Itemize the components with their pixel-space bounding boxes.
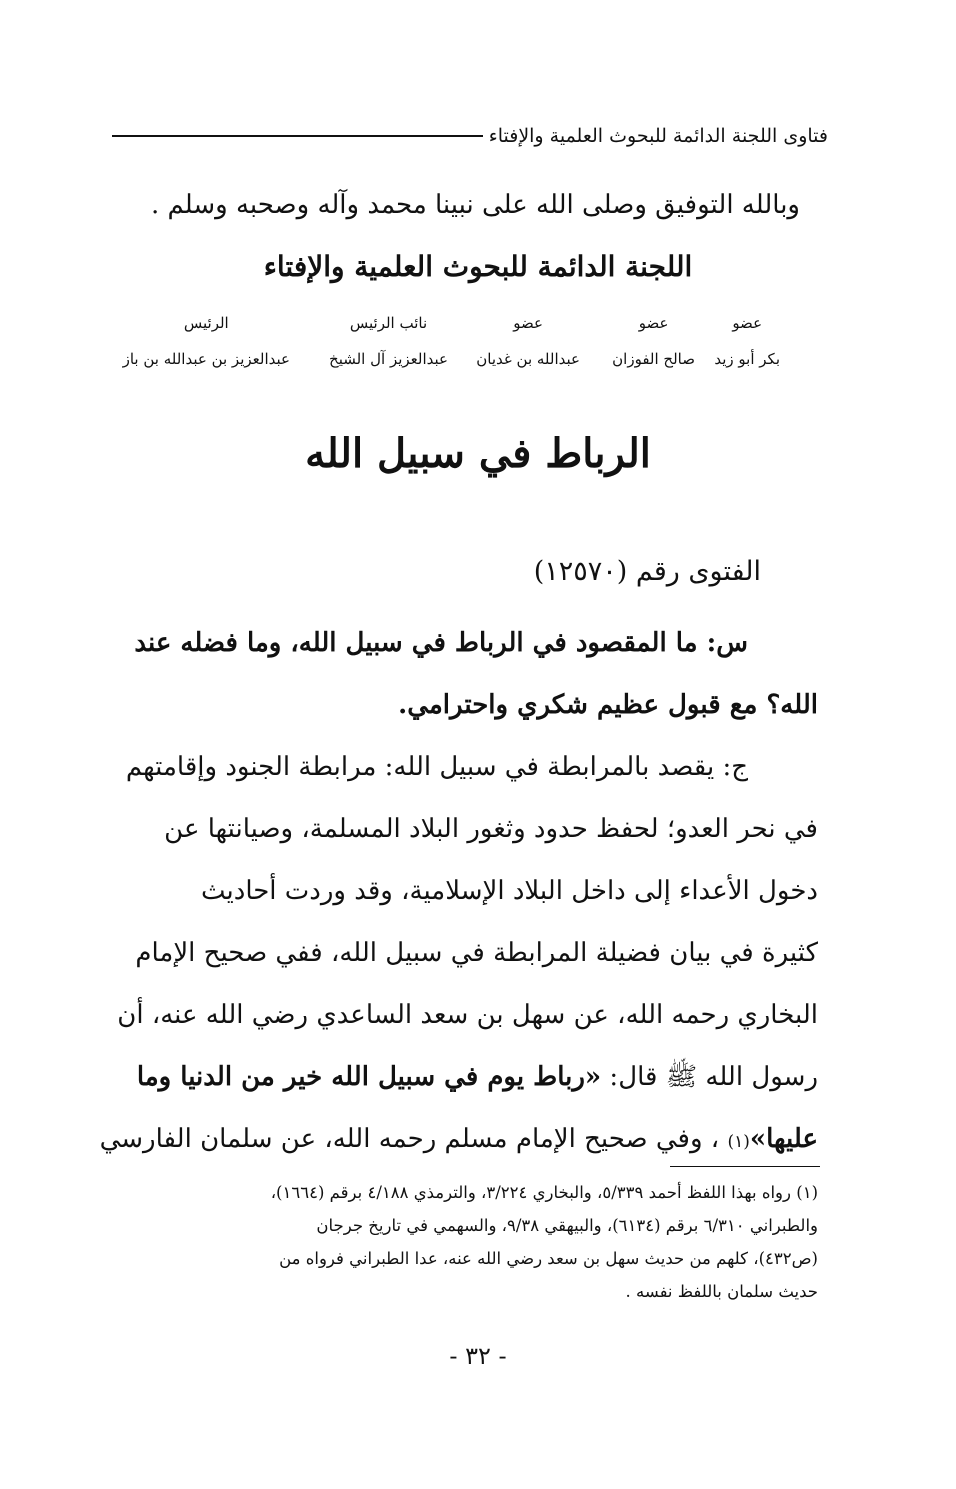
fatwa-section-title: الرباط في سبيل الله	[305, 430, 651, 477]
signature-name: عبدالعزيز آل الشيخ	[329, 350, 448, 368]
answer-line-3: دخول الأعداء إلى داخل البلاد الإسلامية، وقد وردت أحاديث	[200, 876, 818, 906]
signature-member-3	[476, 310, 580, 368]
signature-name: عبدالعزيز بن عبدالله بن باز	[122, 350, 290, 368]
signature-role: عضو	[513, 314, 543, 332]
answer-line-5: البخاري رحمه الله، عن سهل بن سعد الساعدي رضي الله عنه، أن	[117, 1000, 818, 1030]
footnote-line-2: والطبراني ٦/٣١٠ برقم (٦١٣٤)، والبيهقي ٩/٣٨، والسهمي في تاريخ جرجان	[316, 1216, 818, 1235]
answer-line-6-text: رسول الله ﷺ قال:	[601, 1062, 818, 1092]
footnote-separator	[670, 1166, 820, 1167]
footnotes	[100, 1176, 818, 1308]
running-header	[112, 118, 828, 154]
signature-role: عضو	[638, 314, 669, 332]
question-line-2: الله؟ مع قبول عظيم شكري واحترامي.	[398, 690, 818, 720]
answer-line-7	[100, 1108, 818, 1170]
question-line-1: س: ما المقصود في الرباط في سبيل الله، وما فضله عند	[134, 628, 748, 658]
signature-member-1	[714, 310, 780, 368]
signature-name: عبدالله بن غديان	[476, 350, 580, 368]
closing-phrase: وبالله التوفيق وصلى الله على نبينا محمد وآله وصحبه وسلم .	[150, 190, 800, 220]
hadith-quote: «رباط يوم في سبيل الله خير من الدنيا وما	[136, 1062, 602, 1092]
footnote-line-1: (١) رواه بهذا اللفظ أحمد ٥/٣٣٩، والبخاري ٣/٢٢٤، والترمذي ٤/١٨٨ برقم (١٦٦٤)،	[270, 1183, 818, 1202]
footnote-line-3: (ص٤٣٢)، كلهم من حديث سهل بن سعد رضي الله عنه، عدا الطبراني فرواه من	[279, 1249, 818, 1268]
header-title: فتاوى اللجنة الدائمة للبحوث العلمية والإفتاء	[488, 125, 828, 147]
signature-block	[100, 310, 780, 380]
signature-member-4	[329, 310, 448, 368]
hadith-quote-end: عليها»	[749, 1124, 818, 1154]
answer-line-1: ج: يقصد بالمرابطة في سبيل الله: مرابطة الجنود وإقامتهم	[125, 752, 748, 782]
signature-role: نائب الرئيس	[349, 314, 428, 332]
fatwa-number: الفتوى رقم (١٢٥٧٠)	[533, 556, 761, 587]
signature-member-5	[123, 310, 290, 368]
footnote-line-4: حديث سلمان باللفظ نفسه .	[625, 1282, 818, 1301]
signature-role: عضو	[732, 314, 763, 332]
signature-name: صالح الفوزان	[612, 350, 695, 368]
answer-line-4: كثيرة في بيان فضيلة المرابطة في سبيل الله، ففي صحيح الإمام	[135, 938, 818, 968]
answer-line-2: في نحر العدو؛ لحفظ حدود وثغور البلاد المسلمة، وصيانتها عن	[164, 814, 818, 844]
signature-member-2	[612, 310, 695, 368]
answer-line-6	[100, 1046, 818, 1108]
committee-name: اللجنة الدائمة للبحوث العلمية والإفتاء	[263, 250, 693, 283]
answer-line-7-text: ، وفي صحيح الإمام مسلم رحمه الله، عن سلمان الفارسي	[99, 1124, 728, 1154]
footnote-marker: (١)	[727, 1132, 750, 1152]
signature-role: الرئيس	[183, 314, 229, 332]
header-rule	[112, 135, 483, 137]
signature-name: بكر أبو زيد	[714, 350, 780, 368]
fatwa-body	[100, 612, 818, 1170]
page-number: - ٣٢ -	[449, 1342, 507, 1370]
